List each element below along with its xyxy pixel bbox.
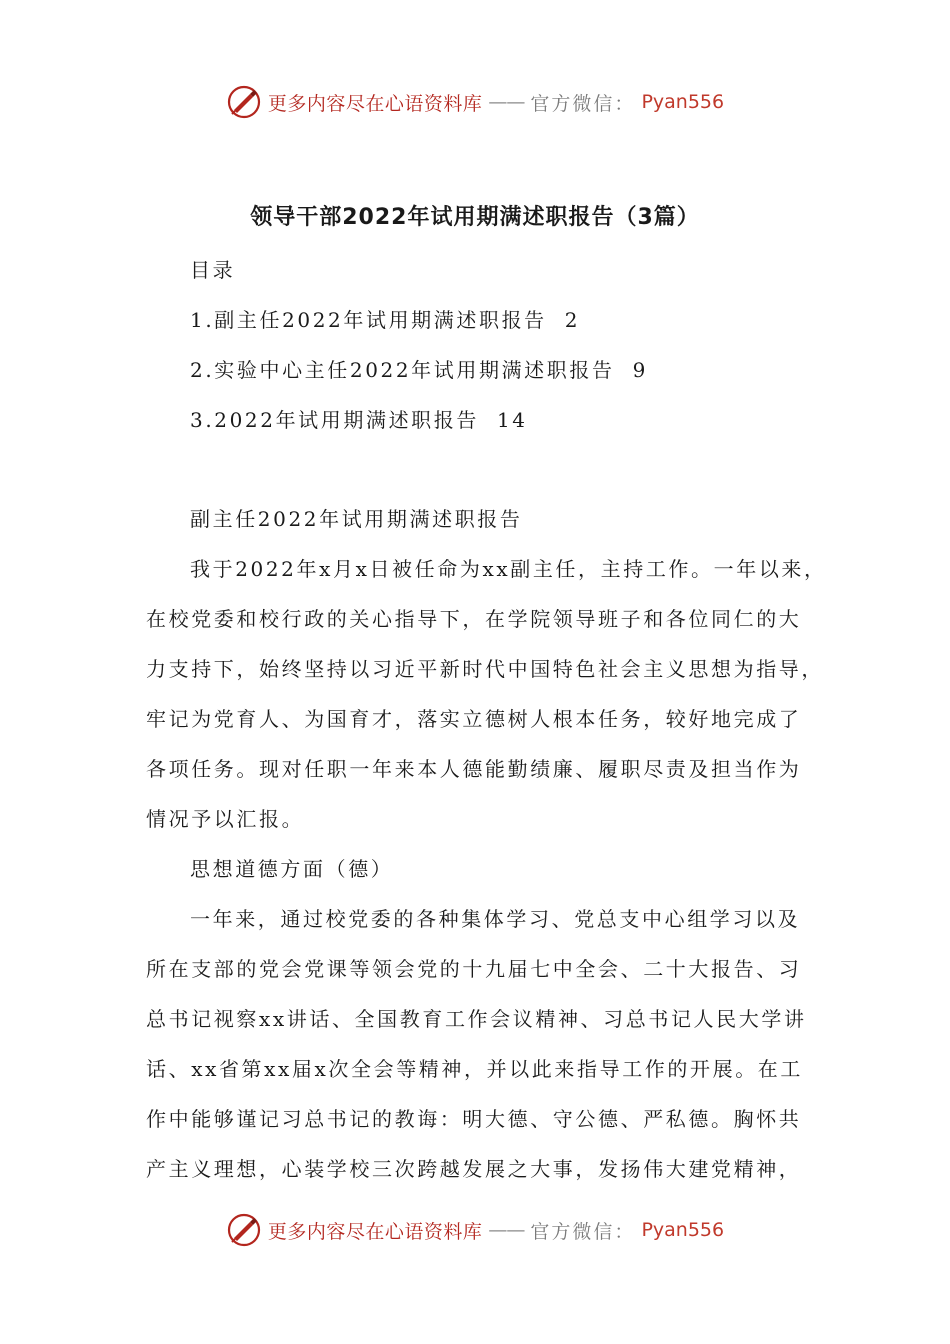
watermark-text: 更多内容尽在心语资料库	[267, 1220, 483, 1243]
toc-item-page: 14	[496, 408, 528, 432]
paragraph-line: 作中能够谨记习总书记的教诲：明大德、守公德、严私德。胸怀共	[146, 1107, 802, 1131]
paragraph-line: 总书记视察xx讲话、全国教育工作会议精神、习总书记人民大学讲	[146, 1007, 807, 1031]
watermark-wechat-id: Pyan556	[641, 91, 725, 113]
watermark-wechat-id: Pyan556	[641, 1219, 725, 1241]
paragraph-line: 力支持下，始终坚持以习近平新时代中国特色社会主义思想为指导，	[146, 657, 824, 681]
pen-logo-icon	[226, 84, 262, 120]
watermark-suffix: 官方微信：	[530, 1220, 636, 1243]
paragraph-line: 情况予以汇报。	[146, 807, 305, 831]
toc-item[interactable]	[190, 356, 648, 384]
watermark-footer	[0, 1210, 950, 1250]
watermark-header	[0, 82, 950, 122]
watermark-dash: ——	[488, 1219, 525, 1241]
paragraph-line: 一年来，通过校党委的各种集体学习、党总支中心组学习以及	[190, 907, 801, 931]
document-title: 领导干部2022年试用期满述职报告（3篇）	[250, 205, 700, 230]
toc-item-page: 2	[564, 308, 581, 332]
paragraph-line: 牢记为党育人、为国育才，落实立德树人根本任务，较好地完成了	[146, 707, 802, 731]
pen-logo-icon	[226, 1212, 262, 1248]
toc-item-label: 1.副主任2022年试用期满述职报告	[190, 308, 547, 332]
toc-item[interactable]	[190, 306, 580, 334]
paragraph-line: 产主义理想，心装学校三次跨越发展之大事，发扬伟大建党精神，	[146, 1157, 802, 1181]
paragraph-line: 话、xx省第xx届x次全会等精神，并以此来指导工作的开展。在工	[146, 1057, 803, 1081]
toc-item[interactable]	[190, 406, 528, 434]
toc-item-page: 9	[632, 358, 648, 382]
section-heading: 副主任2022年试用期满述职报告	[190, 507, 523, 531]
toc-item-label: 3.2022年试用期满述职报告	[190, 408, 479, 432]
paragraph-line: 在校党委和校行政的关心指导下，在学院领导班子和各位同仁的大	[146, 607, 802, 631]
subsection-heading: 思想道德方面（德）	[190, 857, 394, 881]
watermark-dash: ——	[488, 91, 525, 113]
watermark-text: 更多内容尽在心语资料库	[267, 92, 483, 115]
toc-heading: 目录	[190, 258, 236, 282]
paragraph-line: 我于2022年x月x日被任命为xx副主任，主持工作。一年以来，	[190, 557, 827, 581]
paragraph-line: 所在支部的党会党课等领会党的十九届七中全会、二十大报告、习	[146, 957, 802, 981]
toc-item-label: 2.实验中心主任2022年试用期满述职报告	[190, 358, 615, 382]
paragraph-line: 各项任务。现对任职一年来本人德能勤绩廉、履职尽责及担当作为	[146, 757, 802, 781]
watermark-suffix: 官方微信：	[530, 92, 636, 115]
